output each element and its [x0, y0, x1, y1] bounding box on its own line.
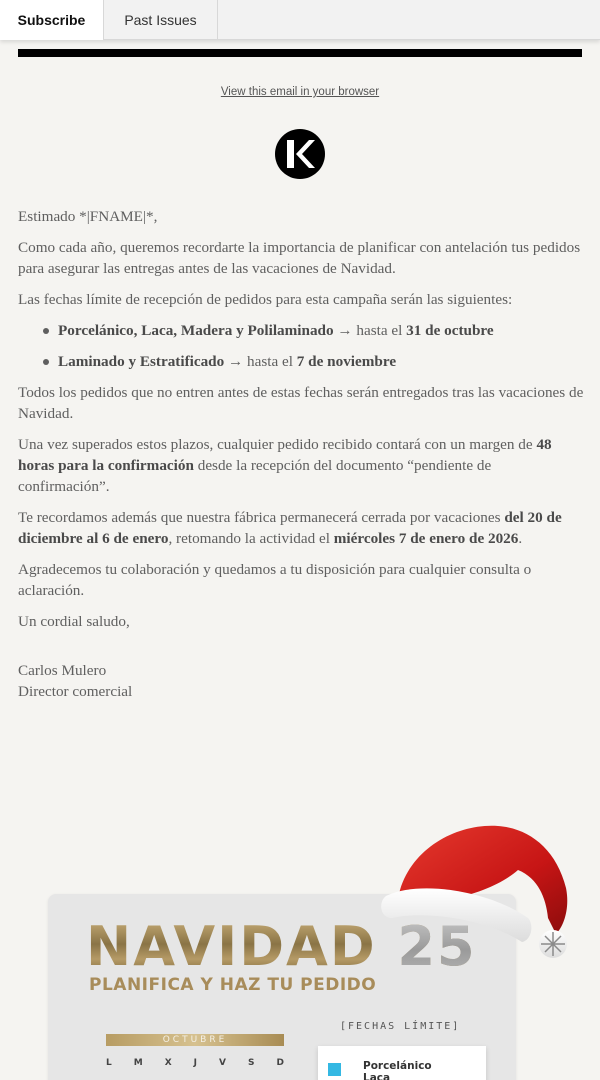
calendar-month-bar: OCTUBRE [106, 1034, 284, 1046]
thanks-paragraph: Agradecemos tu colaboración y quedamos a tu disposición para cualquier consulta o aclaración. [18, 561, 532, 599]
email-body [18, 206, 584, 702]
list-item [18, 320, 584, 341]
signature [18, 660, 584, 702]
banner-subtitle: PLANIFICA Y HAZ TU PEDIDO [89, 975, 377, 995]
tab-subscribe[interactable]: Subscribe [0, 0, 104, 40]
view-in-browser-link[interactable]: View this email in your browser [220, 86, 380, 98]
closure-text-2: , retomando la actividad el [168, 530, 334, 547]
closure-bold-1: del 20 de diciembre al 6 de enero [18, 509, 562, 547]
top-navigation [0, 0, 600, 40]
calendar-weekdays [106, 1058, 284, 1068]
deadlines-intro: Las fechas límite de recepción de pedidos para esta campaña serán las siguientes: [18, 291, 513, 308]
list-item [18, 351, 584, 372]
closure-text-3: . [518, 530, 523, 547]
deadline-product: Laminado y Estratificado [58, 353, 225, 370]
closing-line: Un cordial saludo, [18, 613, 130, 630]
bullet-icon [43, 359, 49, 365]
santa-hat-icon [378, 818, 578, 968]
tab-past-issues[interactable]: Past Issues [104, 0, 218, 40]
margin-text-2: desde la recepción del documento “pendiente de confirmación”. [18, 457, 492, 495]
closure-bold-2: miércoles 7 de enero de 2026 [333, 530, 519, 547]
weekday-label: S [248, 1058, 255, 1068]
deadline-date: 7 de noviembre [296, 353, 397, 370]
deadline-card [318, 1046, 486, 1080]
closure-text-1: Te recordamos además que nuestra fábrica permanecerá cerrada por vacaciones [18, 509, 505, 526]
greeting: Estimado *|FNAME|*, [18, 208, 158, 225]
weekday-label: M [133, 1058, 143, 1068]
intro-paragraph: Como cada año, queremos recordarte la importancia de planificar con antelación tus pedidos para asegurar las entregas antes de las vacaciones de Navidad. [18, 239, 581, 277]
header-divider-bar [18, 49, 582, 57]
deadlines-label: [FECHAS LÍMITE] [340, 1021, 461, 1032]
weekday-label: X [164, 1058, 172, 1068]
margin-text-1: Una vez superados estos plazos, cualquier pedido recibido contará con un margen de [18, 436, 537, 453]
card-label-line-1: Porcelánico [363, 1060, 432, 1072]
deadline-product: Porcelánico, Laca, Madera y Polilaminado [58, 322, 334, 339]
card-label-line-2: Laca [363, 1072, 391, 1080]
weekday-label: V [219, 1058, 226, 1068]
margin-bold: 48 horas para la confirmación [18, 436, 552, 474]
weekday-label: L [106, 1058, 112, 1068]
company-logo [275, 129, 325, 179]
signature-name: Carlos Mulero [18, 662, 107, 679]
deadline-arrow: → hasta el [224, 353, 297, 370]
deadline-date: 31 de octubre [406, 322, 494, 339]
late-orders-paragraph: Todos los pedidos que no entren antes de estas fechas serán entregados tras las vacaciones de Navidad. [18, 384, 584, 422]
weekday-label: J [193, 1058, 198, 1068]
closure-paragraph [18, 507, 584, 549]
weekday-label: D [276, 1058, 284, 1068]
color-swatch-icon [328, 1063, 341, 1076]
margin-paragraph [18, 434, 584, 497]
deadline-arrow: → hasta el [333, 322, 407, 339]
bullet-icon [43, 328, 49, 334]
deadlines-list [18, 320, 584, 372]
banner-title-word: NAVIDAD [86, 915, 377, 978]
banner-title-number: 25 [397, 915, 477, 978]
deadline-card-label [363, 1060, 432, 1080]
signature-title: Director comercial [18, 683, 133, 700]
